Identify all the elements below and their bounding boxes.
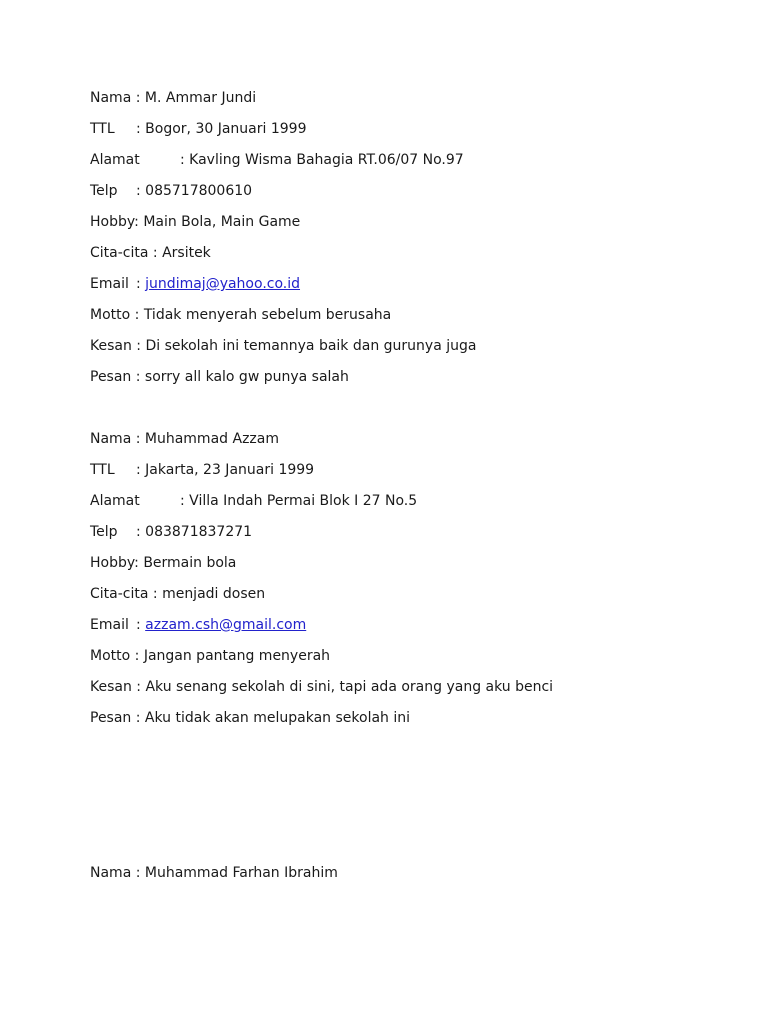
- ttl-separator: :: [136, 121, 146, 137]
- kesan-label: Kesan :: [90, 338, 146, 354]
- ttl-value: Jakarta, 23 Januari 1999: [145, 462, 315, 478]
- alamat-label: Alamat: [90, 152, 140, 168]
- kesan-value: Aku senang sekolah di sini, tapi ada orang yang aku benci: [145, 679, 554, 695]
- hobby-value: Bermain bola: [143, 555, 237, 571]
- telp-value: 083871837271: [145, 524, 253, 540]
- cita-row: [90, 584, 730, 615]
- email-label: Email: [90, 617, 129, 633]
- nama-value: Muhammad Azzam: [144, 431, 279, 447]
- email-label: Email: [90, 276, 129, 292]
- alamat-separator: :: [180, 152, 190, 168]
- student-entry-1: [90, 88, 730, 398]
- student-entry-3: [90, 863, 730, 894]
- motto-row: [90, 305, 730, 336]
- motto-label: Motto :: [90, 307, 144, 323]
- motto-value: Tidak menyerah sebelum berusaha: [143, 307, 392, 323]
- nama-row: [90, 863, 730, 894]
- hobby-label: Hobby:: [90, 555, 144, 571]
- entry-spacer: [90, 398, 730, 429]
- alamat-value: Kavling Wisma Bahagia RT.06/07 No.97: [189, 152, 464, 168]
- kesan-value: Di sekolah ini temannya baik dan gurunya juga: [145, 338, 477, 354]
- pesan-label: Pesan :: [90, 710, 145, 726]
- ttl-separator: :: [136, 462, 146, 478]
- hobby-value: Main Bola, Main Game: [143, 214, 301, 230]
- kesan-row: [90, 677, 730, 708]
- email-separator: :: [136, 617, 146, 633]
- nama-value: M. Ammar Jundi: [144, 90, 257, 106]
- entry-spacer: [90, 739, 730, 863]
- hobby-row: [90, 553, 730, 584]
- alamat-separator: :: [180, 493, 190, 509]
- nama-row: [90, 429, 730, 460]
- motto-row: [90, 646, 730, 677]
- cita-value: menjadi dosen: [162, 586, 266, 602]
- cita-row: [90, 243, 730, 274]
- motto-value: Jangan pantang menyerah: [143, 648, 331, 664]
- telp-row: [90, 522, 730, 553]
- telp-row: [90, 181, 730, 212]
- alamat-label: Alamat: [90, 493, 140, 509]
- ttl-value: Bogor, 30 Januari 1999: [145, 121, 307, 137]
- pesan-value: sorry all kalo gw punya salah: [144, 369, 349, 385]
- motto-label: Motto :: [90, 648, 144, 664]
- cita-value: Arsitek: [162, 245, 211, 261]
- nama-label: Nama :: [90, 865, 145, 881]
- kesan-row: [90, 336, 730, 367]
- alamat-row: [90, 491, 730, 522]
- nama-row: [90, 88, 730, 119]
- pesan-row: [90, 367, 730, 398]
- document-page: [90, 88, 730, 894]
- hobby-label: Hobby:: [90, 214, 144, 230]
- telp-separator: :: [136, 183, 146, 199]
- hobby-row: [90, 212, 730, 243]
- ttl-label: TTL: [90, 121, 115, 137]
- nama-label: Nama :: [90, 431, 145, 447]
- pesan-row: [90, 708, 730, 739]
- kesan-label: Kesan :: [90, 679, 146, 695]
- student-entry-2: [90, 429, 730, 739]
- nama-label: Nama :: [90, 90, 145, 106]
- nama-value: Muhammad Farhan Ibrahim: [144, 865, 338, 881]
- telp-separator: :: [136, 524, 146, 540]
- ttl-row: [90, 460, 730, 491]
- telp-value: 085717800610: [145, 183, 253, 199]
- ttl-label: TTL: [90, 462, 115, 478]
- email-row: [90, 615, 730, 646]
- pesan-label: Pesan :: [90, 369, 145, 385]
- email-link[interactable]: jundimaj@yahoo.co.id: [145, 276, 301, 292]
- cita-label: Cita-cita :: [90, 586, 163, 602]
- email-row: [90, 274, 730, 305]
- alamat-row: [90, 150, 730, 181]
- ttl-row: [90, 119, 730, 150]
- email-link[interactable]: azzam.csh@gmail.com: [145, 617, 307, 633]
- telp-label: Telp: [90, 524, 118, 540]
- email-separator: :: [136, 276, 146, 292]
- alamat-value: Villa Indah Permai Blok I 27 No.5: [189, 493, 418, 509]
- pesan-value: Aku tidak akan melupakan sekolah ini: [144, 710, 411, 726]
- telp-label: Telp: [90, 183, 118, 199]
- cita-label: Cita-cita :: [90, 245, 163, 261]
